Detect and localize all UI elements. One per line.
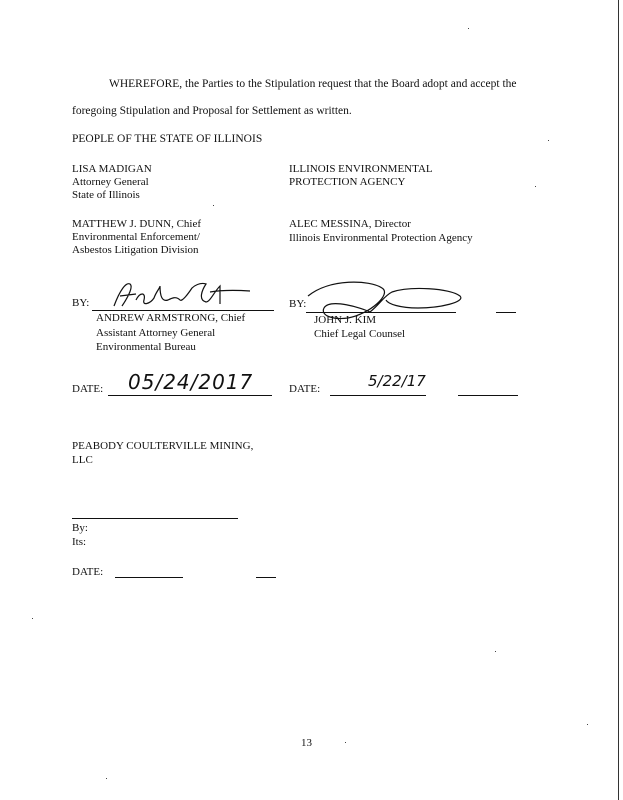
left-date-label: DATE: [72,383,104,395]
scan-speck [587,724,588,725]
right-by-label: BY: [289,298,307,310]
peabody-its-label: Its: [72,536,87,548]
wherefore-line-2: foregoing Stipulation and Proposal for Settlement as written. [72,105,352,117]
left-by-label: BY: [72,297,90,309]
right-name-2: ALEC MESSINA, Director [289,218,411,230]
peabody-date-line-tail [256,577,276,578]
scan-speck [548,140,549,141]
right-title-2: Illinois Environmental Protection Agency [289,232,473,244]
scan-speck [106,778,107,779]
left-signer-name: ANDREW ARMSTRONG, Chief [96,312,246,324]
left-signer-title-1: Assistant Attorney General [96,327,216,339]
left-title-1a: Attorney General [72,176,149,188]
left-title-2a: Environmental Enforcement/ [72,231,200,243]
left-date-value: 05/24/2017 [128,370,254,394]
page-number: 13 [301,737,312,749]
scan-speck [535,186,536,187]
scan-speck [213,205,214,206]
right-date-line-tail [458,395,518,396]
left-signature-image [110,278,260,312]
peabody-date-label: DATE: [72,566,104,578]
left-title-2b: Asbestos Litigation Division [72,244,199,256]
scan-speck [495,651,496,652]
left-date-line [108,395,272,396]
left-name-2: MATTHEW J. DUNN, Chief [72,218,202,230]
right-signer-name: JOHN J. KIM [314,314,377,326]
right-date-line [330,395,426,396]
peabody-date-line [115,577,183,578]
left-title-1b: State of Illinois [72,189,140,201]
scan-speck [32,618,33,619]
right-date-value: 5/22/17 [368,372,426,390]
people-heading: PEOPLE OF THE STATE OF ILLINOIS [72,133,263,145]
scan-speck [345,742,346,743]
right-org-2: PROTECTION AGENCY [289,176,406,188]
peabody-signature-line [72,518,238,519]
peabody-by-label: By: [72,522,88,534]
left-name-1: LISA MADIGAN [72,163,152,175]
right-signer-title: Chief Legal Counsel [314,328,406,340]
wherefore-line-1: WHEREFORE, the Parties to the Stipulation request that the Board adopt and accept the [109,78,517,90]
peabody-name-1: PEABODY COULTERVILLE MINING, [72,440,254,452]
scan-edge-line [618,0,619,800]
left-signer-title-2: Environmental Bureau [96,341,196,353]
peabody-name-2: LLC [72,454,93,466]
right-signature-line-tail [496,312,516,313]
right-date-label: DATE: [289,383,321,395]
right-org-1: ILLINOIS ENVIRONMENTAL [289,163,433,175]
scan-speck [468,28,469,29]
